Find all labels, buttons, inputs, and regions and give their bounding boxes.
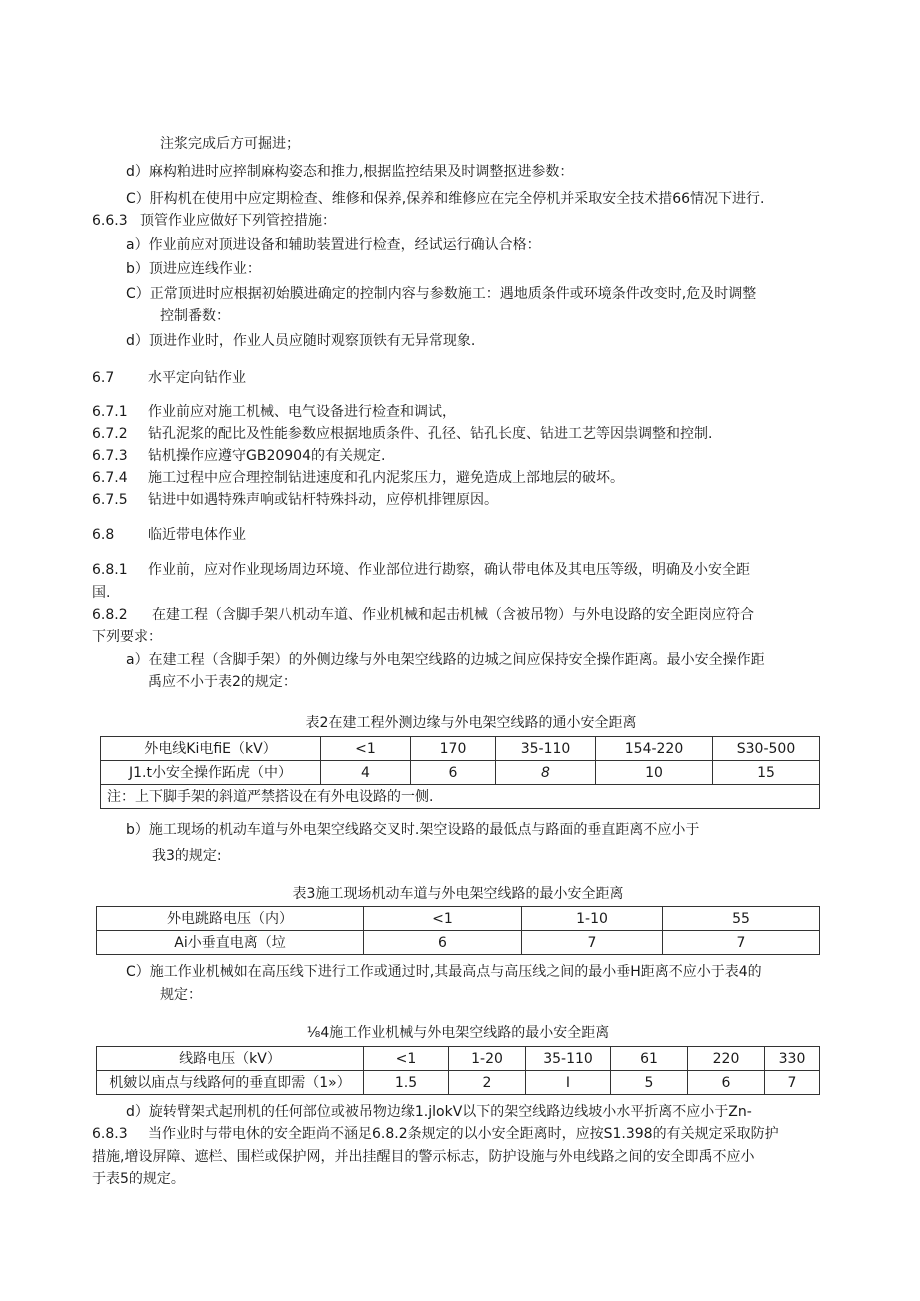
table-cell: 8: [496, 761, 596, 785]
table-cell: 1.5: [364, 1071, 449, 1095]
table-cell: 55: [663, 907, 820, 931]
table-cell: 170: [411, 737, 496, 761]
section-number: 6.7.3: [92, 448, 128, 464]
text-line: d）旋转臂架式起刑机的任何部位或被吊物边缘1.jlokV以下的架空线路边线坡小水平折离不应小于Zn-: [126, 1104, 752, 1120]
text-line: 禹应不小于表2的规定：: [148, 674, 297, 690]
table-cell: 330: [765, 1047, 820, 1071]
text-line: b）顶进应连线作业：: [126, 261, 261, 277]
table-cell: 35-110: [496, 737, 596, 761]
table-cell: 线路电压（kV）: [97, 1047, 364, 1071]
section-number: 6.8.1: [92, 562, 128, 578]
table-cell: 1-10: [522, 907, 663, 931]
text-line: C）正常顶进时应根据初始膜进确定的控制内容与参数施工：遇地质条件或环境条件改变时,危及时调整: [126, 286, 757, 302]
table2: [100, 736, 820, 809]
text-line: 措施,增设屏障、遮栏、围栏或保护网，并出挂醒目的警示标志，防护设施与外电线路之间的安全即禹不应小: [92, 1149, 755, 1165]
section-text: 作业前应对施工机械、电气设备进行检查和调试，: [148, 404, 456, 420]
table4-caption: ⅛4施工作业机械与外电架空线路的最小安全距离: [306, 1025, 610, 1041]
section-number: 6.7.2: [92, 426, 128, 442]
text-line: b）施工现场的机动车道与外电架空线路交叉时.架空设路的最低点与路面的垂直距离不应小于: [126, 822, 700, 838]
table-cell: 6: [411, 761, 496, 785]
table-cell: 外电线Ki电fiE（kV）: [101, 737, 321, 761]
section-text: 顶管作业应做好下列管控措施：: [140, 213, 336, 229]
table-row: [97, 907, 820, 931]
table-cell: Ai小垂直电离（垃: [97, 931, 364, 955]
text-line: d）麻构粕进时应捽制麻构姿态和推力,根据监控结果及时调整抠进参数：: [126, 164, 574, 180]
text-line: C）肝构机在使用中应定期检查、维修和保养,保养和维修应在完全停机并采取安全技术措66情况下进行.: [126, 191, 765, 207]
section-text: 当作业时与带电休的安全距尚不涵足6.8.2条规定的以小安全距离时，应按S1.398的有关规定采取防护: [148, 1126, 779, 1142]
table-note: 注：上下脚手架的斜道严禁搭设在有外电设路的一侧.: [101, 785, 820, 809]
section-number: 6.7: [92, 370, 115, 386]
text-line: a）作业前应对顶进设备和辅助装置进行检查，经试运行确认合格：: [126, 237, 541, 253]
table-cell: 7: [663, 931, 820, 955]
table-row: [97, 1047, 820, 1071]
table-cell: 6: [364, 931, 522, 955]
table-cell: 外电跳路电压（内）: [97, 907, 364, 931]
table4: [96, 1046, 820, 1095]
table-row: [101, 737, 820, 761]
text-line: C）施工作业机械如在高压线下进行工作或通过时,其最高点与高压线之间的最小垂H距离不应小于表4的: [126, 964, 762, 980]
table-row: [101, 785, 820, 809]
section-heading: 水平定向钻作业: [148, 370, 246, 386]
section-number: 6.8.2: [92, 607, 128, 623]
text-line: d）顶进作业时，作业人员应随时观察顶铁有无异常现象.: [126, 333, 476, 349]
table-cell: <1: [364, 1047, 449, 1071]
section-heading: 临近带电体作业: [148, 527, 246, 543]
text-line: 控制番数：: [160, 308, 230, 324]
table-row: [97, 1071, 820, 1095]
text-line: 下列要求：: [92, 629, 162, 645]
section-number: 6.7.5: [92, 492, 128, 508]
text-line: 注浆完成后方可掘进；: [160, 136, 300, 152]
section-number: 6.7.1: [92, 404, 128, 420]
table3-caption: 表3施工现场机动车道与外电架空线路的最小安全距离: [292, 886, 624, 902]
table-cell: 6: [688, 1071, 765, 1095]
text-line: 于表5的规定。: [92, 1171, 185, 1187]
section-text: 钻孔泥浆的配比及性能参数应根据地质条件、孔径、钻孔长度、钻进工艺等因祟调整和控制.: [148, 426, 713, 442]
table-cell: 7: [765, 1071, 820, 1095]
table3: [96, 906, 820, 955]
table-cell: 35-110: [526, 1047, 611, 1071]
table-cell: <1: [364, 907, 522, 931]
table-cell: S30-500: [713, 737, 820, 761]
text-line: 国.: [92, 585, 111, 601]
table-cell: 61: [611, 1047, 688, 1071]
text-line: a）在建工程（含脚手架）的外侧边缘与外电架空线路的边城之间应保持安全操作距离。最小安全操作距: [126, 652, 765, 668]
table-cell: 2: [449, 1071, 526, 1095]
table-cell: <1: [321, 737, 411, 761]
table-cell: 220: [688, 1047, 765, 1071]
text-line: 我3的规定:: [152, 848, 222, 864]
table-row: [97, 931, 820, 955]
table-cell: 1-20: [449, 1047, 526, 1071]
table-cell: 机皴以庙点与线路何的垂直即需（1»）: [97, 1071, 364, 1095]
table-cell: 15: [713, 761, 820, 785]
table-cell: J1.t小安全操作跖虎（中）: [101, 761, 321, 785]
section-number: 6.8: [92, 527, 115, 543]
text-line: 规定：: [160, 987, 202, 1003]
section-text: 钻进中如遇特殊声响或钻杆特殊抖动，应停机排锂原因。: [148, 492, 498, 508]
section-text: 钻机操作应遵守GB20904的有关规定.: [148, 448, 386, 464]
table-cell: 154-220: [596, 737, 713, 761]
table2-caption: 表2在建工程外测边缘与外电架空线路的通小安全距离: [305, 715, 637, 731]
table-cell: 10: [596, 761, 713, 785]
section-number: 6.7.4: [92, 470, 128, 486]
table-cell: 5: [611, 1071, 688, 1095]
section-number: 6.6.3: [92, 213, 128, 229]
section-number: 6.8.3: [92, 1126, 128, 1142]
table-row: [101, 761, 820, 785]
section-text: 作业前，应对作业现场周边环境、作业部位进行勘察，确认带电体及其电压等级，明确及小安全距: [148, 562, 750, 578]
section-text: 在建工程（含脚手架八机动车道、作业机械和起击机械（含被吊物）与外电设路的安全距岗应符合: [152, 607, 754, 623]
section-text: 施工过程中应合理控制钻进速度和孔内泥浆压力，避免造成上部地层的破坏。: [148, 470, 624, 486]
table-cell: I: [526, 1071, 611, 1095]
table-cell: 7: [522, 931, 663, 955]
table-cell: 4: [321, 761, 411, 785]
